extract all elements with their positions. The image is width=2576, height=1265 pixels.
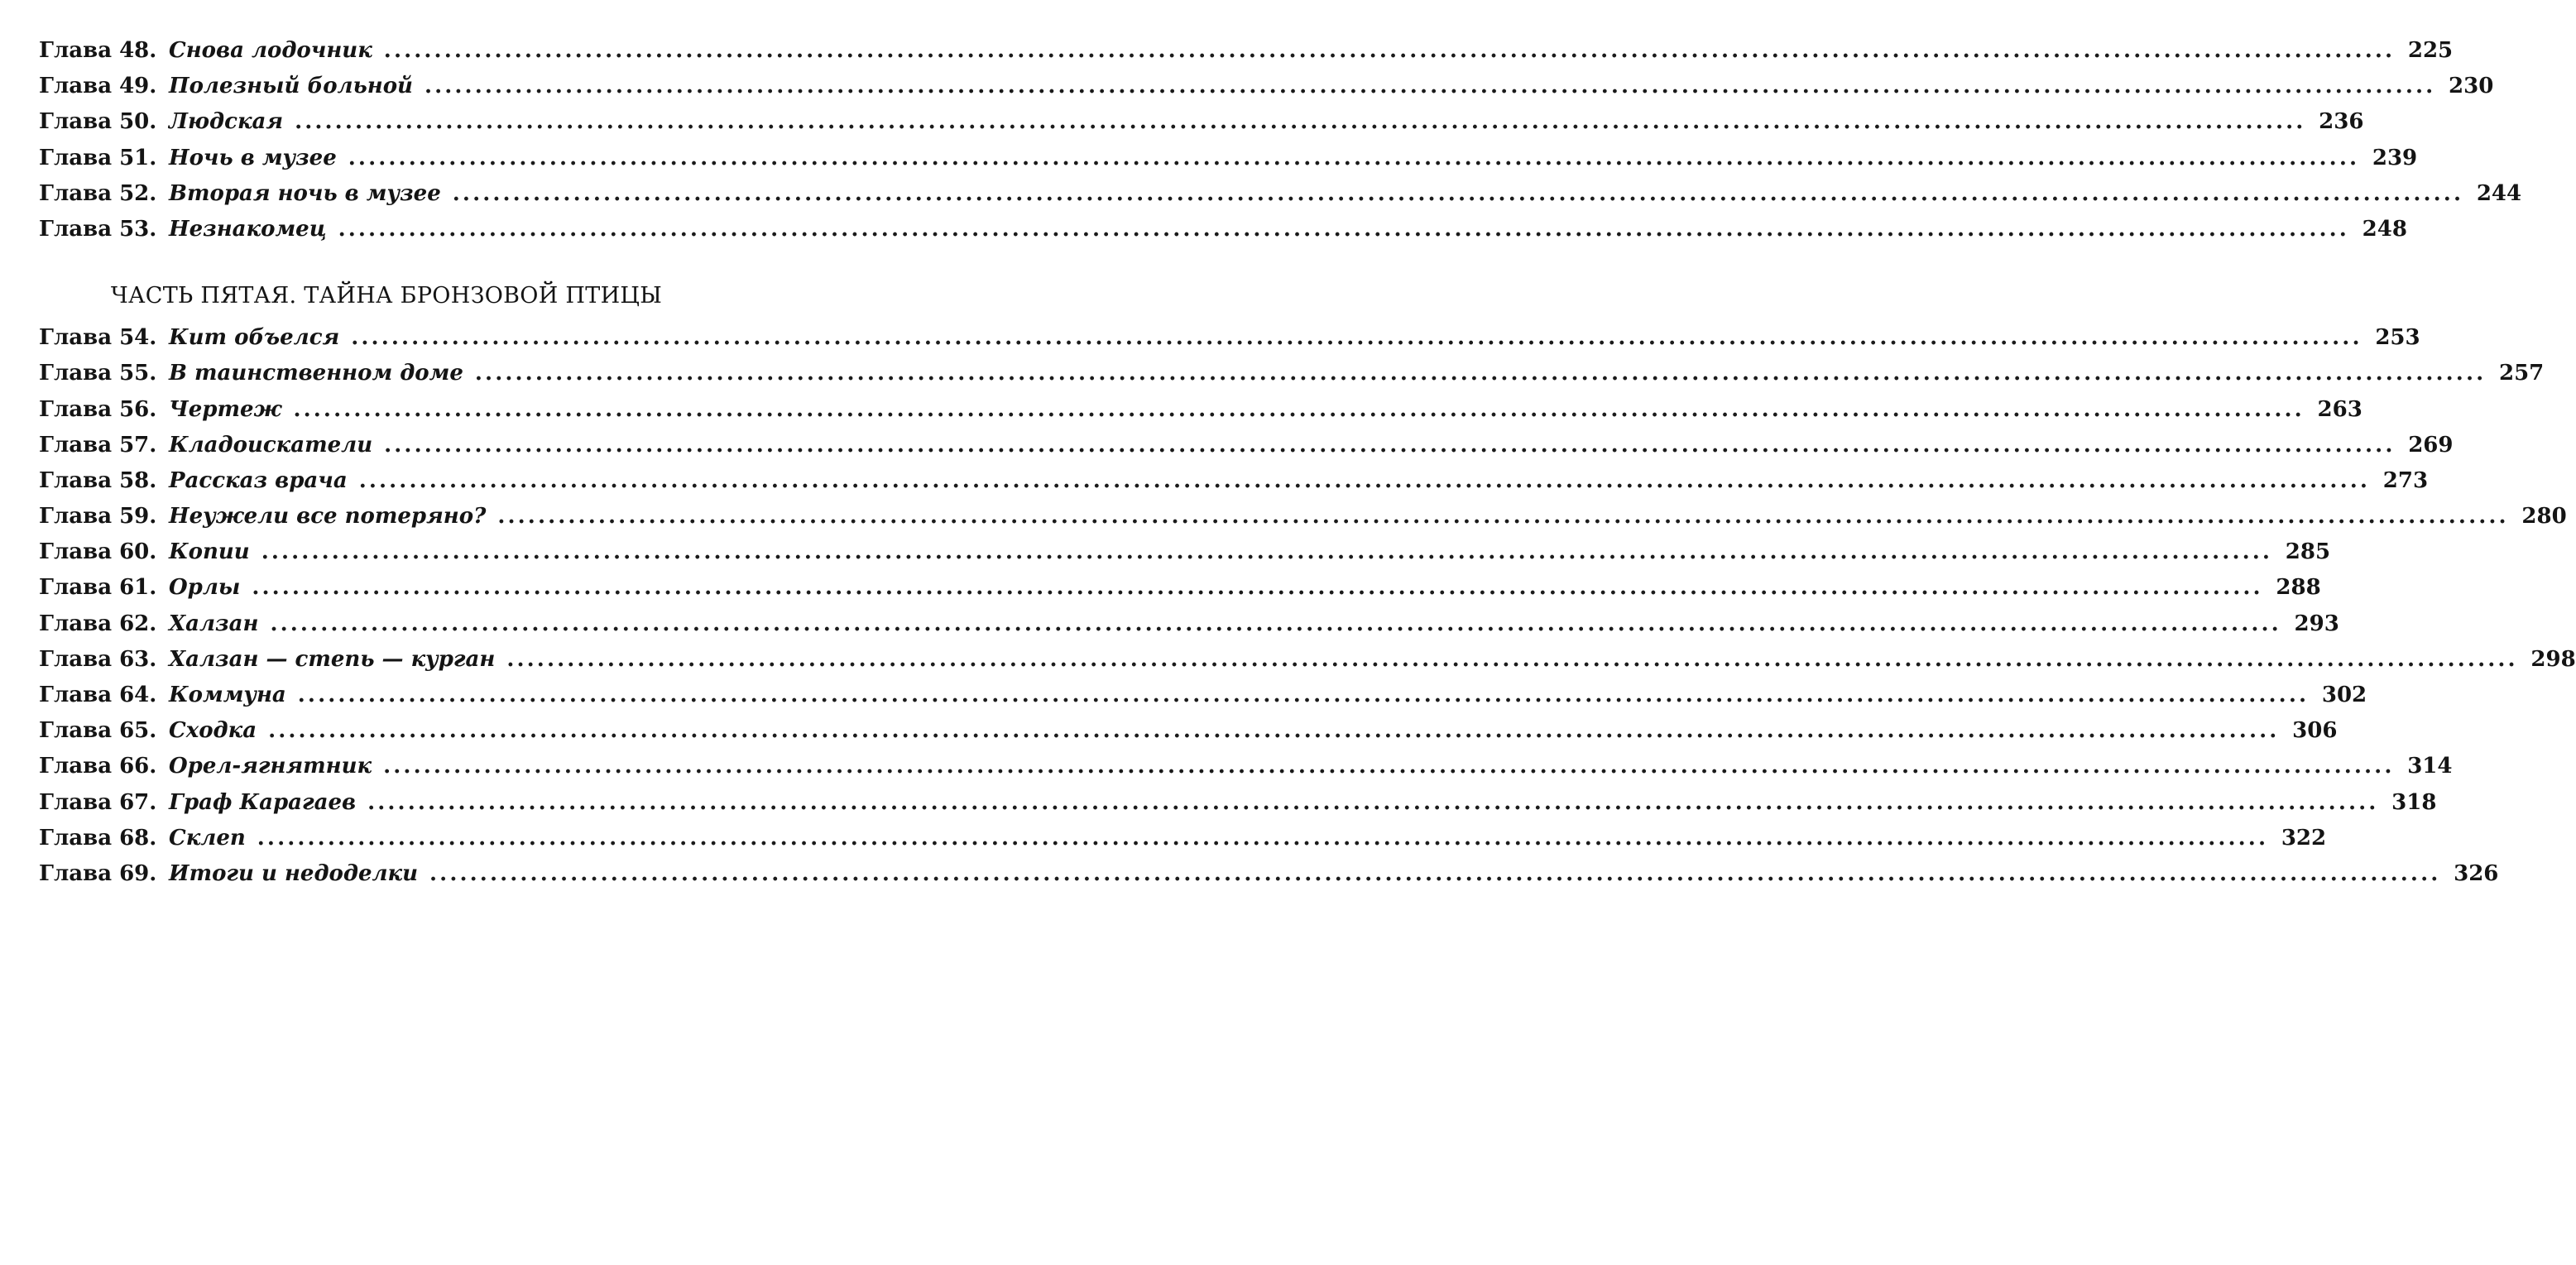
chapter-label: Глава 51.: [39, 145, 157, 170]
toc-row[interactable]: [39, 785, 2437, 821]
chapter-label: Глава 61.: [39, 575, 157, 601]
page-number: 293: [2294, 611, 2339, 636]
page-number: 298: [2530, 646, 2576, 672]
toc-row[interactable]: [39, 534, 2331, 570]
chapter-title: Халзан: [169, 611, 259, 636]
toc-row[interactable]: [39, 320, 2420, 356]
chapter-title: Кладоискатели: [169, 432, 373, 458]
chapter-title: Снова лодочник: [169, 38, 372, 63]
page-number: 302: [2321, 683, 2367, 707]
page-number: 239: [2372, 145, 2418, 170]
dot-leader: ........................................................................................................................................................................................................: [358, 467, 2371, 493]
dot-leader: ........................................................................................................................................................................................................: [497, 504, 2509, 529]
chapter-title: Сходка: [169, 718, 257, 744]
toc-row[interactable]: [39, 713, 2338, 749]
toc-row[interactable]: [39, 821, 2327, 856]
chapter-title: Незнакомец: [169, 216, 327, 242]
dot-leader: ........................................................................................................................................................................................................: [367, 789, 2379, 815]
chapter-title: Чертеж: [169, 396, 282, 422]
chapter-title: Коммуна: [169, 683, 286, 707]
page-number: 322: [2281, 825, 2327, 851]
chapter-label: Глава 53.: [39, 216, 157, 242]
toc-row[interactable]: [39, 463, 2429, 499]
toc-row[interactable]: [39, 642, 2576, 678]
dot-leader: ........................................................................................................................................................................................................: [252, 575, 2263, 601]
dot-leader: ........................................................................................................................................................................................................: [384, 432, 2396, 458]
page-number: 269: [2408, 432, 2454, 458]
dot-leader: ........................................................................................................................................................................................................: [351, 325, 2363, 351]
toc-row[interactable]: [39, 606, 2339, 642]
chapter-label: Глава 60.: [39, 539, 157, 565]
page-number: 326: [2454, 860, 2499, 886]
dot-leader: ........................................................................................................................................................................................................: [429, 860, 2441, 886]
page-number: 230: [2449, 74, 2494, 99]
chapter-title: Копии: [169, 539, 250, 565]
page-number: 248: [2362, 216, 2407, 242]
chapter-label: Глава 58.: [39, 467, 157, 493]
toc-row[interactable]: [39, 499, 2567, 534]
chapter-label: Глава 55.: [39, 361, 157, 386]
chapter-label: Глава 52.: [39, 180, 157, 206]
chapter-label: Глава 65.: [39, 718, 157, 744]
chapter-title: Рассказ врача: [169, 467, 348, 493]
chapter-title: Кит объелся: [169, 325, 340, 351]
chapter-title: Полезный больной: [169, 74, 413, 99]
page-number: 280: [2521, 504, 2567, 529]
chapter-title: Халзан — степь — курган: [169, 646, 496, 672]
chapter-title: Итоги и недоделки: [169, 860, 419, 886]
chapter-title: Орлы: [169, 575, 241, 601]
chapter-title: Склеп: [169, 825, 246, 851]
dot-leader: ........................................................................................................................................................................................................: [268, 718, 2280, 744]
chapter-title: Людская: [169, 109, 284, 135]
toc-row[interactable]: [39, 749, 2453, 784]
dot-leader: ........................................................................................................................................................................................................: [348, 145, 2360, 170]
toc-row[interactable]: [39, 678, 2367, 713]
chapter-title: В таинственном доме: [169, 361, 463, 386]
chapter-label: Глава 59.: [39, 504, 157, 529]
toc-row[interactable]: [39, 141, 2418, 176]
page-number: 318: [2391, 789, 2437, 815]
dot-leader: ........................................................................................................................................................................................................: [383, 754, 2395, 779]
toc-group-before: [39, 33, 2522, 247]
dot-leader: ........................................................................................................................................................................................................: [452, 180, 2464, 206]
page-number: 225: [2407, 38, 2454, 63]
chapter-label: Глава 56.: [39, 396, 157, 422]
dot-leader: ........................................................................................................................................................................................................: [293, 396, 2305, 422]
chapter-title: Орел-ягнятник: [169, 754, 372, 779]
toc-row[interactable]: [39, 69, 2494, 104]
page-number: 263: [2317, 396, 2363, 422]
toc-group-after: [39, 320, 2576, 892]
page-number: 288: [2276, 575, 2321, 601]
page-number: 244: [2476, 180, 2522, 206]
dot-leader: ........................................................................................................................................................................................................: [297, 683, 2310, 707]
chapter-label: Глава 63.: [39, 646, 157, 672]
toc-row[interactable]: [39, 428, 2454, 463]
toc-row[interactable]: [39, 212, 2407, 247]
page-number: 314: [2407, 754, 2453, 779]
toc-row[interactable]: [39, 176, 2522, 212]
page-number: 236: [2319, 109, 2364, 135]
chapter-label: Глава 49.: [39, 74, 157, 99]
dot-leader: ........................................................................................................................................................................................................: [270, 611, 2281, 636]
chapter-title: Неужели все потеряно?: [169, 504, 487, 529]
toc-row[interactable]: [39, 570, 2321, 606]
page-number: 273: [2382, 467, 2429, 493]
dot-leader: ........................................................................................................................................................................................................: [295, 109, 2306, 135]
toc-row[interactable]: [39, 104, 2364, 140]
chapter-title: Вторая ночь в музее: [169, 180, 441, 206]
table-of-contents: [39, 33, 2576, 892]
dot-leader: ........................................................................................................................................................................................................: [261, 539, 2273, 565]
part-heading: ЧАСТЬ ПЯТАЯ. ТАЙНА БРОНЗОВОЙ ПТИЦЫ: [110, 283, 663, 309]
chapter-label: Глава 48.: [39, 38, 157, 63]
toc-row[interactable]: [39, 856, 2499, 892]
page-number: 253: [2375, 325, 2420, 351]
chapter-label: Глава 67.: [39, 789, 157, 815]
chapter-label: Глава 64.: [39, 683, 157, 707]
chapter-label: Глава 66.: [39, 754, 157, 779]
dot-leader: ........................................................................................................................................................................................................: [257, 825, 2269, 851]
toc-row[interactable]: [39, 33, 2454, 69]
dot-leader: ........................................................................................................................................................................................................: [474, 361, 2487, 386]
dot-leader: ........................................................................................................................................................................................................: [383, 38, 2396, 63]
dot-leader: ........................................................................................................................................................................................................: [506, 646, 2518, 672]
chapter-label: Глава 69.: [39, 860, 157, 886]
chapter-label: Глава 50.: [39, 109, 157, 135]
chapter-title: Ночь в музее: [169, 145, 337, 170]
toc-row[interactable]: [39, 356, 2545, 391]
chapter-label: Глава 68.: [39, 825, 157, 851]
part-heading-block: [39, 247, 734, 320]
page-number: 257: [2498, 361, 2545, 386]
chapter-label: Глава 54.: [39, 325, 157, 351]
chapter-title: Граф Карагаев: [169, 789, 357, 815]
chapter-label: Глава 57.: [39, 432, 157, 458]
chapter-label: Глава 62.: [39, 611, 157, 636]
page-number: 285: [2285, 539, 2331, 565]
dot-leader: ........................................................................................................................................................................................................: [424, 74, 2436, 99]
page-number: 306: [2292, 718, 2338, 744]
dot-leader: ........................................................................................................................................................................................................: [338, 216, 2349, 242]
toc-row[interactable]: [39, 392, 2363, 428]
